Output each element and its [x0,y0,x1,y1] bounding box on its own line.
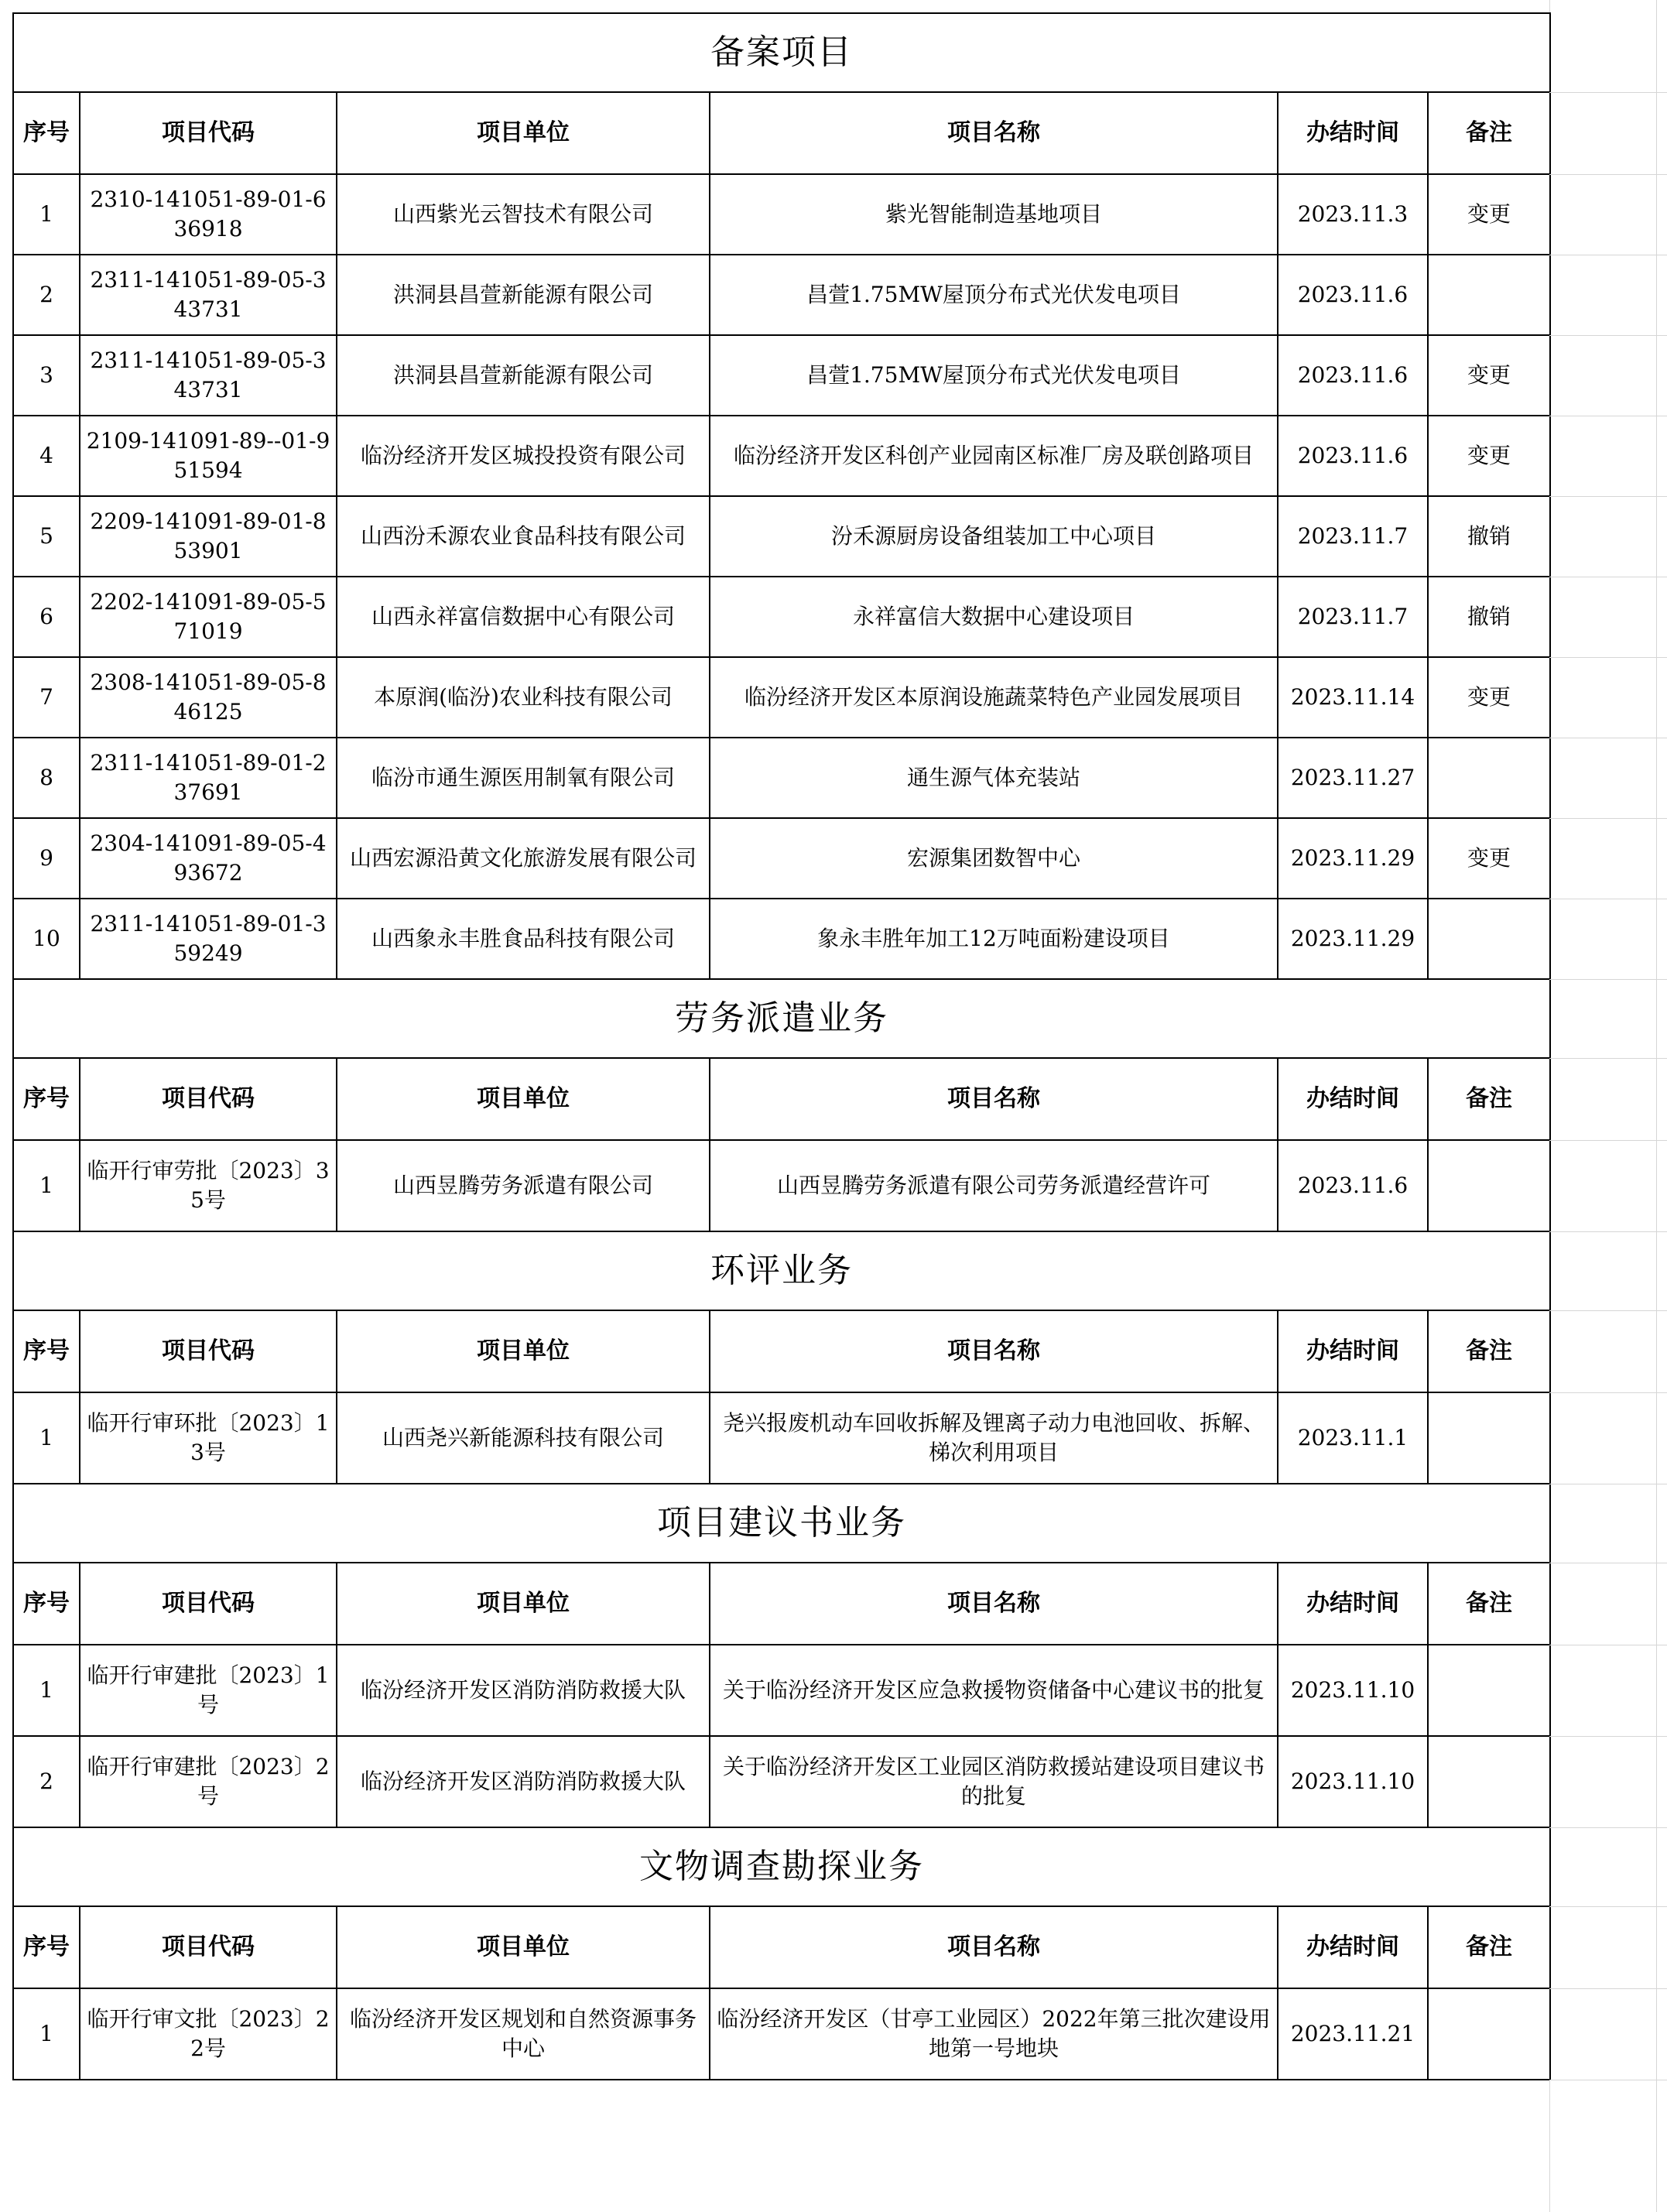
header-remark: 备注 [1428,1906,1550,1988]
project-name-cell: 宏源集团数智中心 [710,818,1278,899]
header-no: 序号 [13,1906,80,1988]
project-unit-cell: 山西昱腾劳务派遣有限公司 [337,1140,710,1231]
section-title-row [13,979,1550,1058]
row-no-cell: 2 [13,255,80,335]
project-name-cell: 昌萱1.75MW屋顶分布式光伏发电项目 [710,335,1278,416]
project-code-cell: 临开行审环批〔2023〕13号 [80,1392,337,1484]
project-unit-cell: 临汾经济开发区消防消防救援大队 [337,1645,710,1736]
grid-line [1549,1310,1667,1311]
completion-date-cell: 2023.11.14 [1278,657,1428,738]
project-unit-cell: 洪洞县昌萱新能源有限公司 [337,335,710,416]
header-project-unit: 项目单位 [337,1563,710,1645]
remark-cell: 变更 [1428,416,1550,496]
row-no-cell: 10 [13,899,80,979]
header-remark: 备注 [1428,1310,1550,1392]
header-project-code: 项目代码 [80,1310,337,1392]
table-row [13,657,1550,738]
table-row [13,1392,1550,1484]
remark-cell [1428,255,1550,335]
section-title: 项目建议书业务 [13,1484,1550,1563]
section-title: 环评业务 [13,1231,1550,1310]
header-no: 序号 [13,1563,80,1645]
column-header-row [13,1310,1550,1392]
project-unit-cell: 山西尧兴新能源科技有限公司 [337,1392,710,1484]
project-code-cell: 临开行审劳批〔2023〕35号 [80,1140,337,1231]
row-no-cell: 3 [13,335,80,416]
header-project-unit: 项目单位 [337,92,710,174]
remark-cell: 变更 [1428,174,1550,255]
project-name-cell: 象永丰胜年加工12万吨面粉建设项目 [710,899,1278,979]
row-no-cell: 1 [13,1140,80,1231]
project-unit-cell: 山西紫光云智技术有限公司 [337,174,710,255]
grid-line [1549,1231,1667,1232]
table-row [13,174,1550,255]
project-unit-cell: 山西宏源沿黄文化旅游发展有限公司 [337,818,710,899]
completion-date-cell: 2023.11.10 [1278,1736,1428,1827]
section-title-row [13,13,1550,92]
header-project-name: 项目名称 [710,1310,1278,1392]
project-unit-cell: 山西象永丰胜食品科技有限公司 [337,899,710,979]
section-title-row [13,1231,1550,1310]
header-completion-date: 办结时间 [1278,1906,1428,1988]
project-code-cell: 临开行审建批〔2023〕1号 [80,1645,337,1736]
completion-date-cell: 2023.11.7 [1278,496,1428,577]
remark-cell [1428,899,1550,979]
table-row [13,1988,1550,2080]
remark-cell [1428,738,1550,818]
grid-line [1549,979,1667,980]
project-code-cell: 2304-141091-89-05-493672 [80,818,337,899]
project-table [12,12,1551,2080]
project-code-cell: 2209-141091-89-01-853901 [80,496,337,577]
completion-date-cell: 2023.11.6 [1278,335,1428,416]
row-no-cell: 4 [13,416,80,496]
grid-line [1549,174,1667,175]
project-name-cell: 临汾经济开发区（甘亭工业园区）2022年第三批次建设用地第一号地块 [710,1988,1278,2080]
table-row [13,1140,1550,1231]
grid-line [1549,496,1667,497]
project-name-cell: 汾禾源厨房设备组装加工中心项目 [710,496,1278,577]
remark-cell [1428,1140,1550,1231]
header-project-code: 项目代码 [80,1058,337,1140]
project-unit-cell: 本原润(临汾)农业科技有限公司 [337,657,710,738]
column-header-row [13,1058,1550,1140]
header-completion-date: 办结时间 [1278,92,1428,174]
grid-line [1549,1140,1667,1141]
row-no-cell: 7 [13,657,80,738]
table-row [13,577,1550,657]
header-project-name: 项目名称 [710,1563,1278,1645]
remark-cell: 变更 [1428,335,1550,416]
grid-line [1549,335,1667,336]
completion-date-cell: 2023.11.21 [1278,1988,1428,2080]
project-name-cell: 永祥富信大数据中心建设项目 [710,577,1278,657]
completion-date-cell: 2023.11.10 [1278,1645,1428,1736]
row-no-cell: 9 [13,818,80,899]
completion-date-cell: 2023.11.29 [1278,818,1428,899]
remark-cell [1428,1645,1550,1736]
project-name-cell: 昌萱1.75MW屋顶分布式光伏发电项目 [710,255,1278,335]
grid-line [1549,1988,1667,1989]
project-code-cell: 2310-141051-89-01-636918 [80,174,337,255]
row-no-cell: 2 [13,1736,80,1827]
column-header-row [13,1906,1550,1988]
table-row [13,738,1550,818]
row-no-cell: 1 [13,174,80,255]
project-unit-cell: 临汾市通生源医用制氧有限公司 [337,738,710,818]
project-name-cell: 临汾经济开发区本原润设施蔬菜特色产业园发展项目 [710,657,1278,738]
header-no: 序号 [13,1058,80,1140]
table-row [13,899,1550,979]
project-name-cell: 临汾经济开发区科创产业园南区标准厂房及联创路项目 [710,416,1278,496]
row-no-cell: 1 [13,1392,80,1484]
project-name-cell: 山西昱腾劳务派遣有限公司劳务派遣经营许可 [710,1140,1278,1231]
table-row [13,416,1550,496]
column-header-row [13,1563,1550,1645]
project-unit-cell: 山西永祥富信数据中心有限公司 [337,577,710,657]
section-title: 文物调查勘探业务 [13,1827,1550,1906]
header-completion-date: 办结时间 [1278,1058,1428,1140]
grid-line [1549,1736,1667,1737]
project-code-cell: 临开行审文批〔2023〕22号 [80,1988,337,2080]
header-project-unit: 项目单位 [337,1310,710,1392]
row-no-cell: 1 [13,1645,80,1736]
table-row [13,1645,1550,1736]
remark-cell [1428,1736,1550,1827]
remark-cell: 撤销 [1428,496,1550,577]
remark-cell: 变更 [1428,818,1550,899]
grid-line [1549,1392,1667,1393]
header-project-code: 项目代码 [80,1563,337,1645]
grid-line [1549,1827,1667,1828]
row-no-cell: 1 [13,1988,80,2080]
project-name-cell: 通生源气体充装站 [710,738,1278,818]
row-no-cell: 5 [13,496,80,577]
header-project-name: 项目名称 [710,92,1278,174]
remark-cell [1428,1988,1550,2080]
header-project-name: 项目名称 [710,1058,1278,1140]
completion-date-cell: 2023.11.6 [1278,255,1428,335]
header-completion-date: 办结时间 [1278,1563,1428,1645]
header-project-unit: 项目单位 [337,1906,710,1988]
header-no: 序号 [13,92,80,174]
project-name-cell: 关于临汾经济开发区应急救援物资储备中心建议书的批复 [710,1645,1278,1736]
completion-date-cell: 2023.11.29 [1278,899,1428,979]
grid-line [1656,0,1657,2212]
section-title: 备案项目 [13,13,1550,92]
table-row [13,1736,1550,1827]
grid-line [1549,818,1667,819]
completion-date-cell: 2023.11.7 [1278,577,1428,657]
completion-date-cell: 2023.11.1 [1278,1392,1428,1484]
project-code-cell: 2202-141091-89-05-571019 [80,577,337,657]
project-code-cell: 2109-141091-89--01-951594 [80,416,337,496]
grid-line [1549,1906,1667,1907]
header-project-name: 项目名称 [710,1906,1278,1988]
project-code-cell: 2311-141051-89-01-359249 [80,899,337,979]
header-remark: 备注 [1428,1058,1550,1140]
grid-line [1549,657,1667,658]
table-row [13,496,1550,577]
project-code-cell: 2308-141051-89-05-846125 [80,657,337,738]
table-row [13,818,1550,899]
project-unit-cell: 山西汾禾源农业食品科技有限公司 [337,496,710,577]
section-title: 劳务派遣业务 [13,979,1550,1058]
project-unit-cell: 临汾经济开发区消防消防救援大队 [337,1736,710,1827]
remark-cell [1428,1392,1550,1484]
section-title-row [13,1484,1550,1563]
header-project-code: 项目代码 [80,1906,337,1988]
project-unit-cell: 临汾经济开发区规划和自然资源事务中心 [337,1988,710,2080]
completion-date-cell: 2023.11.6 [1278,1140,1428,1231]
project-name-cell: 尧兴报废机动车回收拆解及锂离子动力电池回收、拆解、梯次利用项目 [710,1392,1278,1484]
header-project-unit: 项目单位 [337,1058,710,1140]
section-title-row [13,1827,1550,1906]
header-remark: 备注 [1428,1563,1550,1645]
table-row [13,255,1550,335]
project-code-cell: 2311-141051-89-05-343731 [80,255,337,335]
header-no: 序号 [13,1310,80,1392]
row-no-cell: 6 [13,577,80,657]
column-header-row [13,92,1550,174]
project-code-cell: 2311-141051-89-05-343731 [80,335,337,416]
completion-date-cell: 2023.11.27 [1278,738,1428,818]
table-row [13,335,1550,416]
project-unit-cell: 洪洞县昌萱新能源有限公司 [337,255,710,335]
project-unit-cell: 临汾经济开发区城投投资有限公司 [337,416,710,496]
row-no-cell: 8 [13,738,80,818]
remark-cell: 变更 [1428,657,1550,738]
project-code-cell: 临开行审建批〔2023〕2号 [80,1736,337,1827]
completion-date-cell: 2023.11.3 [1278,174,1428,255]
completion-date-cell: 2023.11.6 [1278,416,1428,496]
header-remark: 备注 [1428,92,1550,174]
header-completion-date: 办结时间 [1278,1310,1428,1392]
project-name-cell: 紫光智能制造基地项目 [710,174,1278,255]
remark-cell: 撤销 [1428,577,1550,657]
grid-line [1549,92,1667,93]
grid-line [1549,1058,1667,1059]
header-project-code: 项目代码 [80,92,337,174]
project-code-cell: 2311-141051-89-01-237691 [80,738,337,818]
project-name-cell: 关于临汾经济开发区工业园区消防救援站建设项目建议书的批复 [710,1736,1278,1827]
